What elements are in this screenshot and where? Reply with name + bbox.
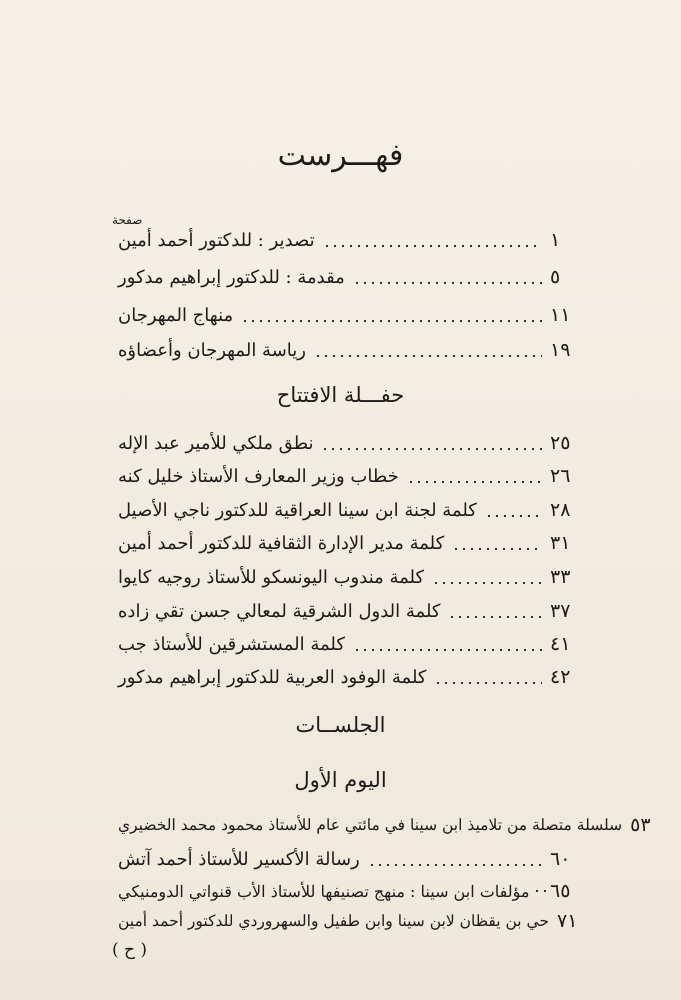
day-heading: اليوم الأول bbox=[294, 768, 387, 792]
dot-leader bbox=[321, 448, 542, 450]
dot-leader bbox=[533, 890, 546, 892]
toc-page-number: ٤٢ bbox=[550, 666, 571, 688]
toc-entry-text: كلمة لجنة ابن سينا العراقية للدكتور ناجي الأصيل bbox=[118, 499, 477, 521]
toc-entry-text: كلمة الدول الشرقية لمعالي جسن تقي زاده bbox=[118, 600, 441, 622]
toc-page-number: ٢٦ bbox=[550, 465, 571, 487]
toc-entry-text: كلمة مدير الإدارة الثقافية للدكتور أحمد أمين bbox=[118, 532, 445, 554]
section-heading-sessions: الجلســات bbox=[295, 713, 386, 737]
toc-row bbox=[118, 461, 580, 491]
dot-leader bbox=[368, 864, 542, 866]
toc-row bbox=[118, 262, 580, 292]
page-column-label: صفحة bbox=[112, 213, 143, 227]
toc-row bbox=[118, 629, 580, 659]
toc-row bbox=[118, 906, 580, 936]
dot-leader bbox=[448, 616, 542, 618]
dot-leader bbox=[353, 282, 542, 284]
toc-row bbox=[118, 495, 580, 525]
toc-page-number: ٣٧ bbox=[550, 600, 571, 622]
toc-page-number: ٦٥ bbox=[550, 880, 571, 902]
toc-page-number: ١٩ bbox=[550, 339, 571, 361]
dot-leader bbox=[353, 649, 542, 651]
dot-leader bbox=[452, 548, 542, 550]
toc-page-number: ٥ bbox=[550, 266, 561, 288]
toc-entry-text: خطاب وزير المعارف الأستاذ خليل كنه bbox=[118, 465, 399, 487]
toc-entry-text: نطق ملكي للأمير عبد الإله bbox=[118, 432, 314, 454]
toc-page-number: ١١ bbox=[550, 304, 571, 326]
dot-leader bbox=[241, 320, 542, 322]
dot-leader bbox=[314, 355, 542, 357]
toc-entry-text: كلمة الوفود العربية للدكتور إبراهيم مدكور bbox=[118, 666, 427, 688]
toc-page-number: ٤١ bbox=[550, 633, 571, 655]
dot-leader bbox=[485, 515, 542, 517]
toc-page-number: ٦٠ bbox=[550, 848, 571, 870]
toc-page-number: ١ bbox=[550, 229, 561, 251]
dot-leader bbox=[323, 245, 542, 247]
toc-row bbox=[118, 562, 580, 592]
toc-row bbox=[118, 876, 580, 906]
toc-row bbox=[118, 335, 580, 365]
toc-page-number: ٥٣ bbox=[630, 814, 651, 836]
toc-page-number: ٢٨ bbox=[550, 499, 571, 521]
footer-page-number: ( ح ) bbox=[112, 940, 148, 960]
toc-row bbox=[118, 528, 580, 558]
toc-row bbox=[118, 662, 580, 692]
toc-entry-text: مقدمة : للدكتور إبراهيم مدكور bbox=[118, 266, 345, 288]
toc-entry-text: كلمة المستشرقين للأستاذ جب bbox=[118, 633, 345, 655]
toc-page-number: ٣٣ bbox=[550, 566, 571, 588]
toc-row bbox=[118, 300, 580, 330]
toc-entry-text: تصدير : للدكتور أحمد أمين bbox=[118, 229, 315, 251]
toc-entry-text: منهاج المهرجان bbox=[118, 304, 234, 326]
toc-page-number: ٧١ bbox=[557, 910, 578, 932]
toc-entry-text: رياسة المهرجان وأعضاؤه bbox=[118, 339, 306, 361]
dot-leader bbox=[432, 582, 542, 584]
toc-page-number: ٢٥ bbox=[550, 432, 571, 454]
dot-leader bbox=[434, 682, 542, 684]
toc-entry-text: مؤلفات ابن سينا : منهج تصنيفها للأستاذ الأب قنواتي الدومنيكي bbox=[118, 881, 530, 901]
toc-row bbox=[118, 810, 651, 840]
toc-entry-text: حي بن يقظان لابن سينا وابن طفيل والسهروردي للدكتور أحمد أمين bbox=[118, 912, 550, 930]
page-title: فهـــرست bbox=[277, 138, 404, 173]
toc-row bbox=[118, 844, 580, 874]
section-heading-opening: حفـــلة الافتتاح bbox=[276, 383, 405, 407]
dot-leader bbox=[407, 481, 542, 483]
toc-entry-text: سلسلة متصلة من تلاميذ ابن سينا في مائتي عام للأستاذ محمود محمد الخضيري bbox=[118, 816, 623, 834]
toc-row bbox=[118, 428, 580, 458]
toc-row bbox=[118, 596, 580, 626]
toc-entry-text: كلمة مندوب اليونسكو للأستاذ روجيه كايوا bbox=[118, 566, 425, 588]
toc-page-number: ٣١ bbox=[550, 532, 571, 554]
toc-row bbox=[118, 225, 580, 255]
toc-entry-text: رسالة الأكسير للأستاذ أحمد آتش bbox=[118, 848, 360, 870]
